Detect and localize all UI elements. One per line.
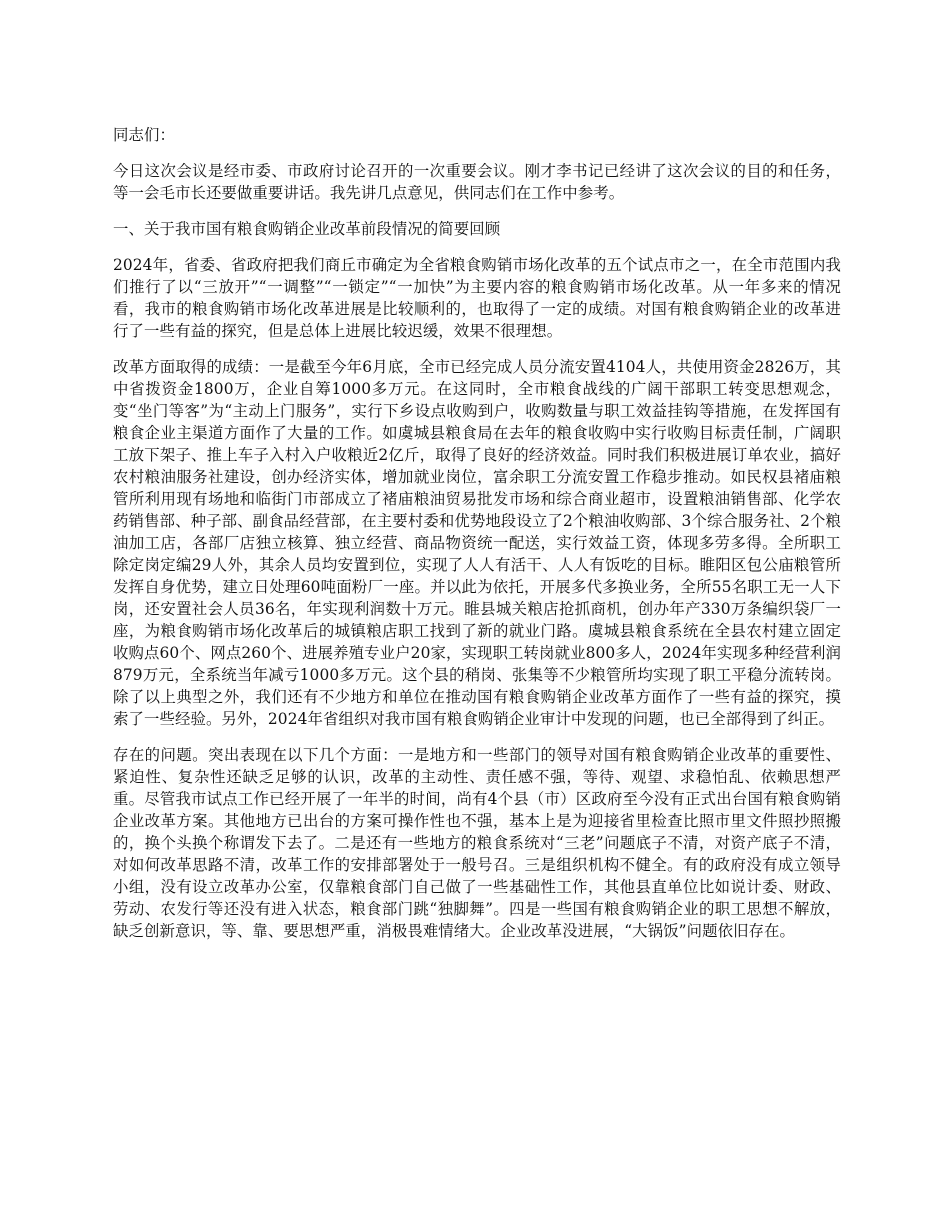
achievements-paragraph: 改革方面取得的成绩：一是截至今年6月底，全市已经完成人员分流安置4104人，共使用资金2826万，其中省拨资金1800万，企业自筹1000多万元。在这同时，全市粮食战线的广阔干部职工转变思想观念，变“坐门等客”为“主动上门服务”，实行下乡设点收购到户，收购数量与职工效益挂钩等措施，在发挥国有粮食企业主渠道方面作了大量的工作。如虞城县粮食局在去年的粮食收购中实行收购目标责任制，广阔职工放下架子、推上车子入村入户收粮近2亿斤，取得了良好的经济效益。同时我们积极进展订单农业，搞好农村粮油服务社建设，创办经济实体，增加就业岗位，富余职工分流安置工作稳步推动。如民权县褚庙粮管所利用现有场地和临街门市部成立了褚庙粮油贸易批发市场和综合商业超市，设置粮油销售部、化学农药销售部、种子部、副食品经营部，在主要村委和优势地段设立了2个粮油收购部、3个综合服务社、2个粮油加工店，各部厂店独立核算、独立经营、商品物资统一配送，实行效益工资，体现多劳多得。全所职工除定岗定编29人外，其余人员均安置到位，实现了人人有活干、人人有饭吃的目标。睢阳区包公庙粮管所发挥自身优势，建立日处理60吨面粉厂一座。并以此为依托，开展多代多换业务，全所55名职工无一人下岗，还安置社会人员36名，年实现利润数十万元。睢县城关粮店抢抓商机，创办年产330万条编织袋厂一座，为粮食购销市场化改革后的城镇粮店职工找到了新的就业门路。虞城县粮食系统在全县农村建立固定收购点60个、网点260个、进展养殖专业户20家，实现职工转岗就业800多人，2024年实现多种经营利润879万元，全系统当年减亏1000多万元。这个县的稍岗、张集等不少粮管所均实现了职工平稳分流转岗。除了以上典型之外，我们还有不少地方和单位在推动国有粮食购销企业改革方面作了一些有益的探究，摸索了一些经验。另外，2024年省组织对我市国有粮食购销企业审计中发现的问题，也已全部得到了纠正。 [113, 358, 841, 728]
section-heading: 一、关于我市国有粮食购销企业改革前段情况的简要回顾 [113, 220, 501, 238]
document-body [113, 124, 841, 956]
problems-paragraph: 存在的问题。突出表现在以下几个方面：一是地方和一些部门的领导对国有粮食购销企业改革的重要性、紧迫性、复杂性还缺乏足够的认识，改革的主动性、责任感不强，等待、观望、求稳怕乱、依赖思想严重。尽管我市试点工作已经开展了一年半的时间，尚有4个县（市）区政府至今没有正式出台国有粮食购销企业改革方案。其他地方已出台的方案可操作性也不强，基本上是为迎接省里检查比照市里文件照抄照搬的，换个头换个称谓发下去了。二是还有一些地方的粮食系统对“三老”问题底子不清，对资产底子不清，对如何改革思路不清，改革工作的安排部署处于一般号召。三是组织机构不健全。有的政府没有成立领导小组，没有设立改革办公室，仅靠粮食部门自己做了一些基础性工作，其他县直单位比如说计委、财政、劳动、农发行等还没有进入状态，粮食部门跳“独脚舞”。四是一些国有粮食购销企业的职工思想不解放，缺乏创新意识，等、靠、要思想严重，消极畏难情绪大。企业改革没进展，“大锅饭”问题依旧存在。 [113, 746, 841, 940]
intro-paragraph: 今日这次会议是经市委、市政府讨论召开的一次重要会议。刚才李书记已经讲了这次会议的目的和任务，等一会毛市长还要做重要讲话。我先讲几点意见，供同志们在工作中参考。 [113, 162, 841, 202]
background-paragraph: 2024年，省委、省政府把我们商丘市确定为全省粮食购销市场化改革的五个试点市之一，在全市范围内我们推行了以“三放开”“一调整”“一锁定”“一加快”为主要内容的粮食购销市场化改革。从一年多来的情况看，我市的粮食购销市场化改革进展是比较顺利的，也取得了一定的成绩。对国有粮食购销企业的改革进行了一些有益的探究，但是总体上进展比较迟缓，效果不很理想。 [113, 256, 841, 340]
greeting: 同志们： [113, 126, 175, 144]
